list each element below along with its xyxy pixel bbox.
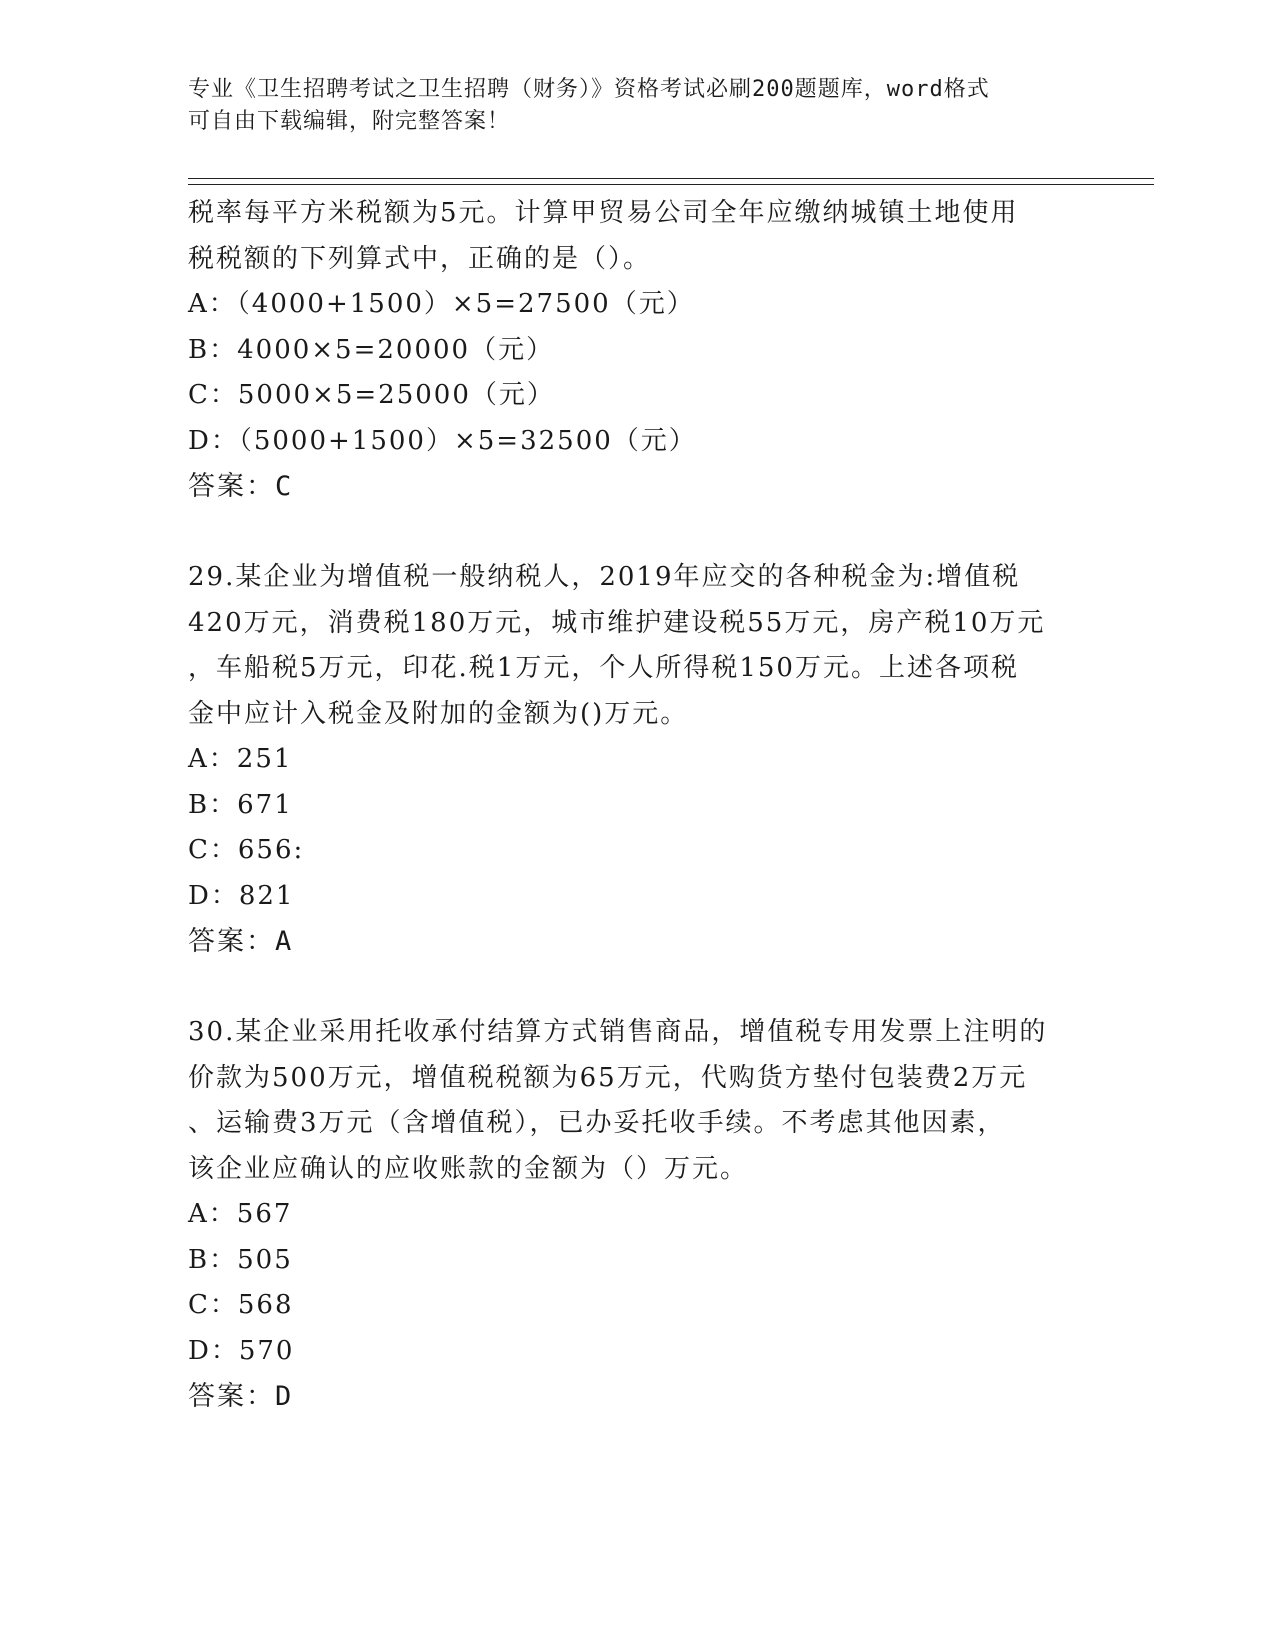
option-d: D：570 [188, 1335, 295, 1366]
question-28 [188, 191, 1088, 510]
option-d: D：（5000+1500）×5=32500（元） [188, 425, 697, 456]
option-c: C：656: [188, 835, 305, 865]
option-c: C：568 [188, 1290, 294, 1320]
question-stem-line: 税税额的下列算式中，正确的是（）。 [188, 243, 652, 274]
answer: 答案：D [188, 1381, 294, 1412]
question-stem-line: 29.某企业为增值税一般纳税人，2019年应交的各种税金为:增值税 [188, 562, 1021, 592]
question-stem-line: 420万元，消费税180万元，城市维护建设税55万元，房产税10万元 [188, 607, 1046, 638]
question-stem-line: ，车船税5万元，印花.税1万元，个人所得税150万元。上述各项税 [188, 653, 1019, 683]
header-divider-thin [188, 184, 1154, 185]
option-a: A：（4000+1500）×5=27500（元） [188, 289, 695, 319]
option-b: B：671 [188, 789, 293, 820]
option-b: B：505 [188, 1244, 293, 1275]
header-line-2: 可自由下载编辑，附完整答案！ [188, 109, 511, 134]
option-a: A：567 [188, 1199, 293, 1229]
spacer [188, 965, 1088, 1011]
option-d: D：821 [188, 880, 295, 911]
answer: 答案：C [188, 471, 294, 502]
question-stem-line: 价款为500万元，增值税税额为65万元，代购货方垫付包装费2万元 [188, 1062, 1028, 1093]
question-stem-line: 、运输费3万元（含增值税），已办妥托收手续。不考虑其他因素， [188, 1108, 1006, 1138]
answer: 答案：A [188, 926, 294, 957]
question-stem-line: 税率每平方米税额为5元。计算甲贸易公司全年应缴纳城镇土地使用 [188, 198, 1019, 228]
question-30 [188, 1010, 1088, 1420]
document-header [188, 74, 1108, 138]
spacer [188, 510, 1088, 556]
question-stem-line: 金中应计入税金及附加的金额为()万元。 [188, 698, 689, 729]
question-stem-line: 30.某企业采用托收承付结算方式销售商品，增值税专用发票上注明的 [188, 1017, 1048, 1047]
question-29 [188, 555, 1088, 965]
question-content [188, 191, 1088, 1420]
question-stem-line: 该企业应确认的应收账款的金额为（）万元。 [188, 1153, 749, 1184]
option-c: C：5000×5=25000（元） [188, 380, 555, 410]
header-line-1: 专业《卫生招聘考试之卫生招聘（财务）》资格考试必刷200题题库，word格式 [188, 77, 990, 102]
option-b: B：4000×5=20000（元） [188, 334, 555, 365]
option-a: A：251 [188, 744, 293, 774]
header-divider-thick [188, 178, 1154, 179]
